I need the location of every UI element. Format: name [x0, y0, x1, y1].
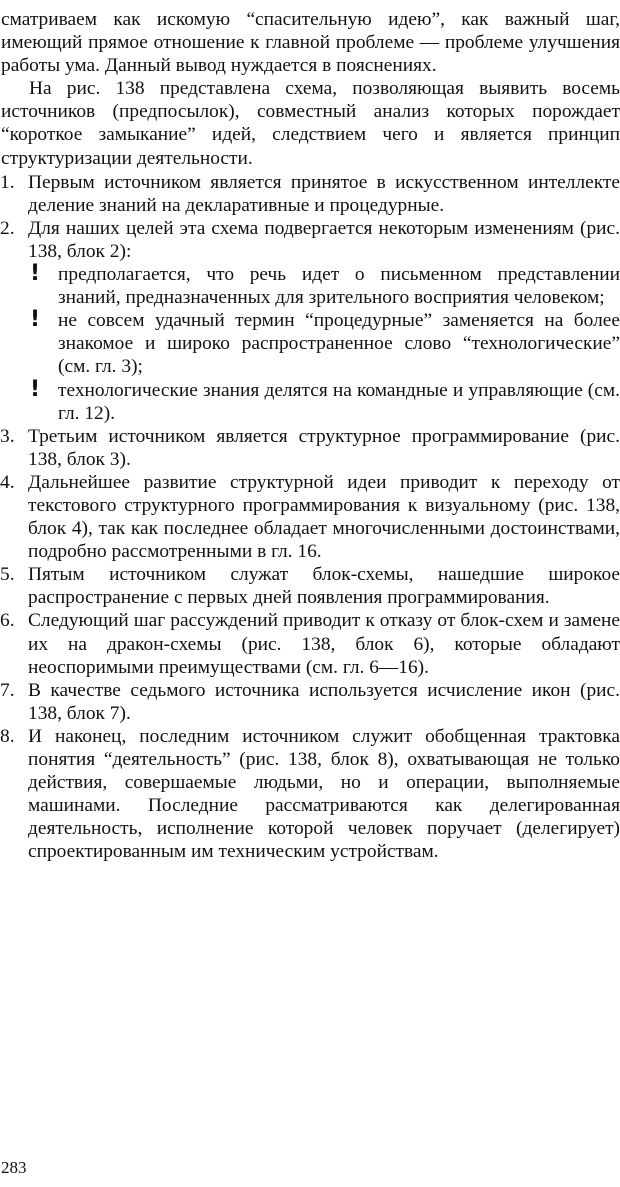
- list-item: [0, 425, 620, 471]
- list-item-number: 3.: [0, 425, 15, 447]
- sub-list-item: [28, 309, 620, 378]
- sub-list: [28, 263, 620, 425]
- exclamation-bullet-icon: !: [30, 261, 41, 287]
- sources-list: [0, 171, 620, 864]
- list-item-text: Следующий шаг рассуждений приводит к отказу от блок-схем и замене их на дракон-схемы (рис. 138, блок 6), которые обладают неоспоримыми преимуществами (см. гл. 6—16).: [28, 610, 620, 678]
- list-item: [0, 563, 620, 609]
- list-item-text: В качестве седьмого источника используется исчисление икон (рис. 138, блок 7).: [28, 679, 620, 724]
- page-number: 283: [1, 1158, 27, 1177]
- sub-list-item-text: предполагается, что речь идет о письменном представлении знаний, предназначенных для зрительного восприятия человеком;: [58, 264, 620, 309]
- sub-list-item: [28, 376, 620, 425]
- list-item-number: 5.: [0, 564, 15, 586]
- sub-list-item-text: технологические знания делятся на командные и управляющие (см. гл. 12).: [58, 379, 620, 424]
- intro-paragraph: На рис. 138 представлена схема, позволяющая выявить восемь источников (предпосылок), совместный анализ которых порождает “короткое замыкание” идей, следствием чего и является принцип структуризации деятельности.: [1, 78, 620, 169]
- list-item-text: Первым источником является принятое в искусственном интеллекте деление знаний на декларативные и процедурные.: [28, 171, 620, 216]
- list-item-number: 2.: [0, 217, 15, 239]
- list-item-text: Дальнейшее развитие структурной идеи приводит к переходу от текстового структурного программирования к визуальному (рис. 138, блок 4), так как последнее обладает многочисленными достоинствами, подробно рассмотренными в гл. 16.: [28, 471, 620, 563]
- list-item-text: Третьим источником является структурное программирование (рис. 138, блок 3).: [28, 425, 620, 470]
- list-item-number: 7.: [0, 679, 15, 701]
- sub-list-item-text: не совсем удачный термин “процедурные” заменяется на более знакомое и широко распространенное слово “технологические” (см. гл. 3);: [58, 310, 620, 378]
- list-item-number: 8.: [0, 725, 15, 747]
- sub-list-item: [28, 263, 620, 309]
- list-item: [0, 217, 620, 425]
- list-item-number: 1.: [0, 171, 15, 193]
- list-item-number: 4.: [0, 471, 15, 493]
- list-item: [0, 471, 620, 563]
- list-item-text: Пятым источником служат блок-схемы, нашедшие широкое распространение с первых дней появления программирования.: [28, 564, 620, 609]
- list-item: [0, 725, 620, 864]
- list-item: [0, 679, 620, 725]
- list-item: [0, 609, 620, 678]
- body-text: [0, 8, 620, 863]
- list-item-text: Для наших целей эта схема подвергается некоторым изменениям (рис. 138, блок 2):: [28, 217, 620, 262]
- continuation-paragraph: сматриваем как искомую “спасительную идею”, как важный шаг, имеющий прямое отношение к главной проблеме — проблеме улучшения работы ума. Данный вывод нуждается в пояснениях.: [1, 9, 620, 77]
- list-item-text: И наконец, последним источником служит обобщенная трактовка понятия “деятельность” (рис. 138, блок 8), охватывающая не только действия, совершаемые людьми, но и операции, выполняемые машинами. Последние рассматриваются как делегированная деятельность, исполнение которой человек поручает (делегирует) спроектированным им техническим устройствам.: [28, 725, 620, 863]
- list-item: [0, 171, 620, 217]
- list-item-number: 6.: [0, 610, 15, 632]
- exclamation-bullet-icon: !: [30, 376, 41, 402]
- exclamation-bullet-icon: !: [30, 307, 41, 333]
